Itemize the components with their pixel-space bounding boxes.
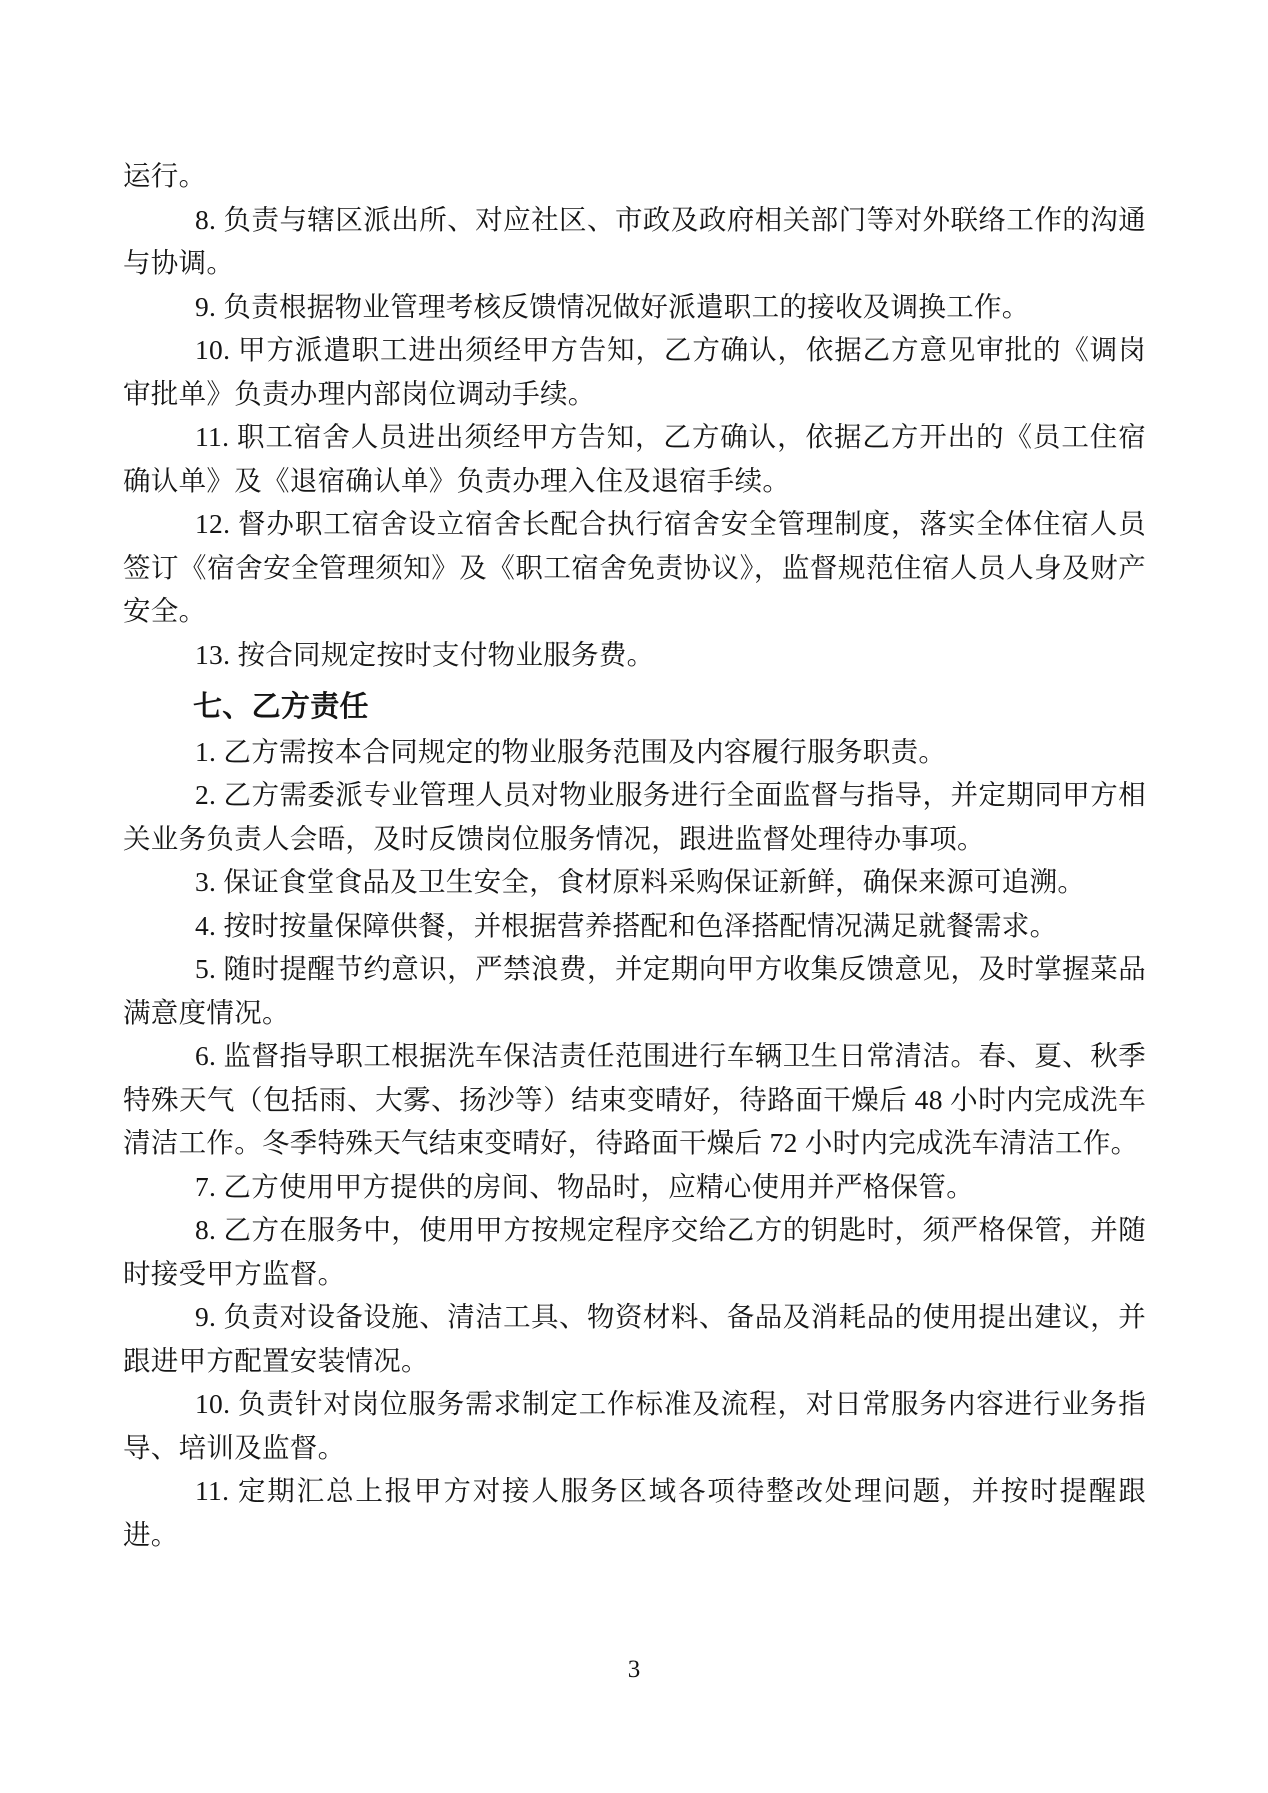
clause-item-1-party-b: 1. 乙方需按本合同规定的物业服务范围及内容履行服务职责。 xyxy=(195,735,947,767)
clause-item-13-party-a: 13. 按合同规定按时支付物业服务费。 xyxy=(195,638,655,670)
clause-item-8-party-b: 8. 乙方在服务中，使用甲方按规定程序交给乙方的钥匙时，须严格保管，并随时接受甲方监督。 xyxy=(123,1214,1146,1289)
clause-item-5-party-b: 5. 随时提醒节约意识，严禁浪费，并定期向甲方收集反馈意见，及时掌握菜品满意度情况。 xyxy=(123,953,1146,1028)
clause-item-2-party-b: 2. 乙方需委派专业管理人员对物业服务进行全面监督与指导，并定期同甲方相关业务负责人会晤，及时反馈岗位服务情况，跟进监督处理待办事项。 xyxy=(123,779,1146,854)
clause-item-11-party-b: 11. 定期汇总上报甲方对接人服务区域各项待整改处理问题，并按时提醒跟进。 xyxy=(123,1475,1146,1550)
clause-item-9-party-b: 9. 负责对设备设施、清洁工具、物资材料、备品及消耗品的使用提出建议，并跟进甲方配置安装情况。 xyxy=(123,1301,1146,1376)
clause-item-7-party-b: 7. 乙方使用甲方提供的房间、物品时，应精心使用并严格保管。 xyxy=(195,1170,974,1202)
page-number: 3 xyxy=(627,1656,641,1683)
paragraph-continuation: 运行。 xyxy=(123,160,207,191)
document-body xyxy=(123,154,1146,1556)
clause-item-11-party-a: 11. 职工宿舍人员进出须经甲方告知，乙方确认，依据乙方开出的《员工住宿确认单》及《退宿确认单》负责办理入住及退宿手续。 xyxy=(123,421,1146,496)
clause-item-6-party-b: 6. 监督指导职工根据洗车保洁责任范围进行车辆卫生日常清洁。春、夏、秋季特殊天气（包括雨、大雾、扬沙等）结束变晴好，待路面干燥后 48 小时内完成洗车清洁工作。冬季特殊天气结束变晴好，待路面干燥后 72 小时内完成洗车清洁工作。 xyxy=(123,1040,1146,1158)
clause-item-3-party-b: 3. 保证食堂食品及卫生安全，食材原料采购保证新鲜，确保来源可追溯。 xyxy=(195,866,1086,897)
clause-item-12-party-a: 12. 督办职工宿舍设立宿舍长配合执行宿舍安全管理制度，落实全体住宿人员签订《宿舍安全管理须知》及《职工宿舍免责协议》，监督规范住宿人员人身及财产安全。 xyxy=(123,508,1146,626)
clause-item-10-party-b: 10. 负责针对岗位服务需求制定工作标准及流程，对日常服务内容进行业务指导、培训及监督。 xyxy=(123,1388,1146,1463)
clause-item-9-party-a: 9. 负责根据物业管理考核反馈情况做好派遣职工的接收及调换工作。 xyxy=(195,290,1030,322)
clause-item-8-party-a: 8. 负责与辖区派出所、对应社区、市政及政府相关部门等对外联络工作的沟通与协调。 xyxy=(123,203,1146,278)
section-heading-party-b-responsibilities: 七、乙方责任 xyxy=(193,691,369,723)
clause-item-10-party-a: 10. 甲方派遣职工进出须经甲方告知，乙方确认，依据乙方意见审批的《调岗审批单》负责办理内部岗位调动手续。 xyxy=(123,334,1146,409)
clause-item-4-party-b: 4. 按时按量保障供餐，并根据营养搭配和色泽搭配情况满足就餐需求。 xyxy=(195,909,1058,941)
